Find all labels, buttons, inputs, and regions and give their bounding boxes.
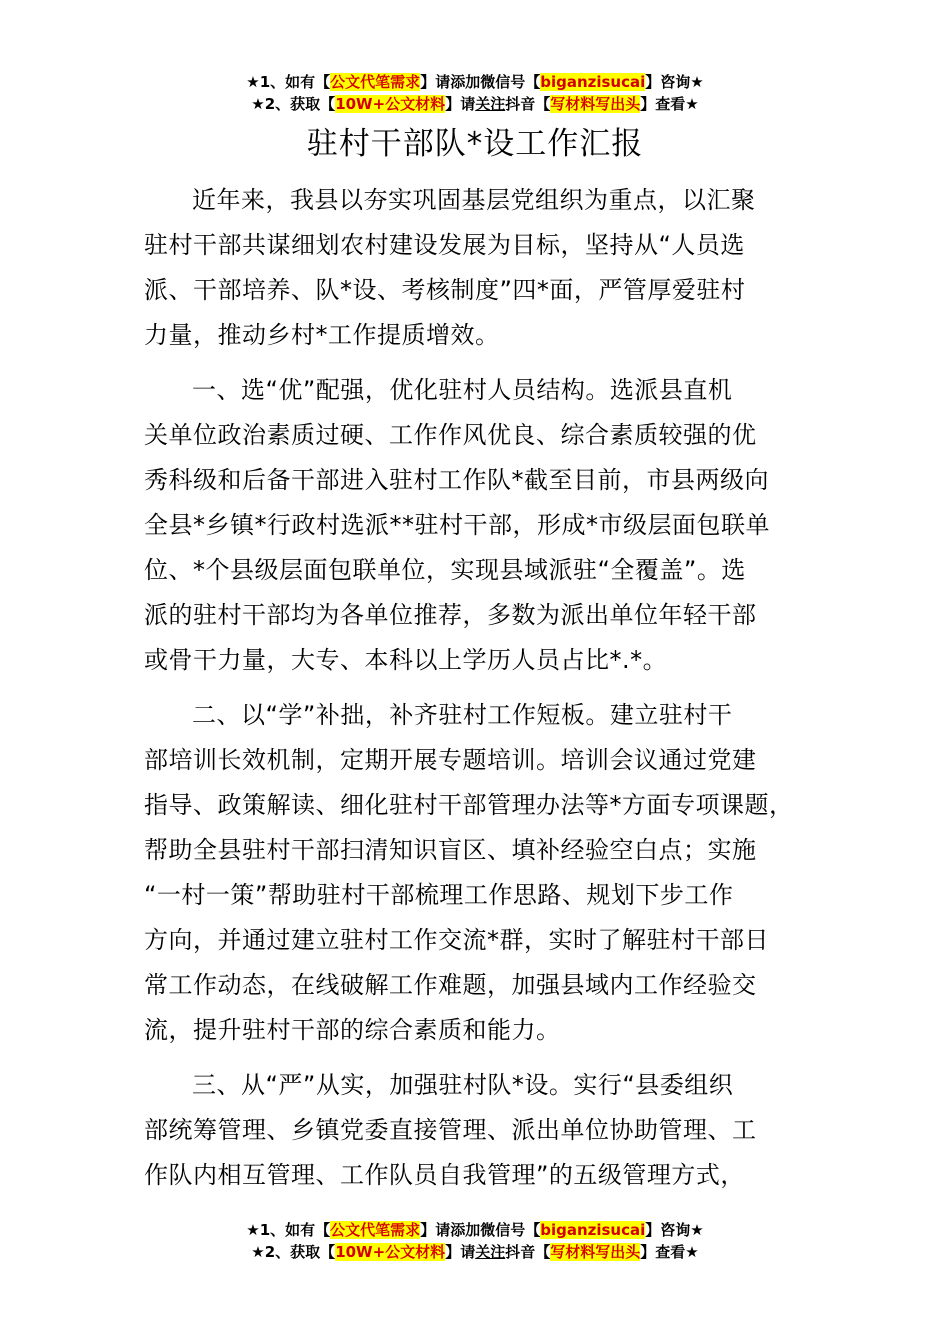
follow-text: 关注 [475, 1243, 506, 1261]
footer-banner [0, 1219, 950, 1263]
follow-text: 关注 [475, 95, 506, 113]
text-line: 作队内相互管理、工作队员自我管理”的五级管理方式， [144, 1161, 745, 1189]
highlight-douyin: 写材料写出头 [550, 1243, 641, 1261]
text-line: 驻村干部共谋细划农村建设发展为目标，坚持从“人员选 [144, 231, 745, 259]
highlight-wechat-id: biganzisucai [540, 73, 646, 91]
text-line: 位、*个县级层面包联单位，实现县域派驻“全覆盖”。选 [144, 556, 746, 584]
banner-line-1: ★1、如有【公文代笔需求】请添加微信号【biganzisucai】咨询★ [246, 73, 704, 91]
text-line: 三、从“严”从实，加强驻村队*设。实行“县委组织 [192, 1071, 734, 1099]
text-line: 秀科级和后备干部进入驻村工作队*截至目前，市县两级向 [144, 466, 769, 494]
banner-line-2: ★2、获取【10W+公文材料】请关注抖音【写材料写出头】查看★ [251, 1243, 699, 1261]
text-line: 或骨干力量，大专、本科以上学历人员占比*.*。 [144, 646, 668, 674]
paragraph-section-3 [144, 1063, 808, 1198]
text-line: 近年来，我县以夯实巩固基层党组织为重点，以汇聚 [192, 186, 756, 214]
text-line: 部培训长效机制，定期开展专题培训。培训会议通过党建 [144, 746, 757, 774]
text-line: 二、以“学”补拙，补齐驻村工作短板。建立驻村干 [192, 701, 733, 729]
highlight-ghostwriting: 公文代笔需求 [330, 73, 421, 91]
text-line: 派的驻村干部均为各单位推荐，多数为派出单位年轻干部 [144, 601, 757, 629]
text-line: 派、干部培养、队*设、考核制度”四*面，严管厚爱驻村 [144, 276, 746, 304]
text-line: 部统筹管理、乡镇党委直接管理、派出单位协助管理、工 [144, 1116, 757, 1144]
text-line: 流，提升驻村干部的综合素质和能力。 [144, 1016, 561, 1044]
text-line: 关单位政治素质过硬、工作作风优良、综合素质较强的优 [144, 421, 757, 449]
text-line: 力量，推动乡村*工作提质增效。 [144, 321, 500, 349]
document-title: 驻村干部队*设工作汇报 [306, 126, 644, 162]
text-line: 方向，并通过建立驻村工作交流*群，实时了解驻村干部日 [144, 926, 769, 954]
highlight-materials: 10W+公文材料 [335, 95, 446, 113]
highlight-ghostwriting: 公文代笔需求 [330, 1221, 421, 1239]
banner-line-2: ★2、获取【10W+公文材料】请关注抖音【写材料写出头】查看★ [251, 95, 699, 113]
banner-line-1: ★1、如有【公文代笔需求】请添加微信号【biganzisucai】咨询★ [246, 1221, 704, 1239]
paragraph-intro [144, 178, 808, 358]
document-body [144, 178, 808, 1208]
highlight-materials: 10W+公文材料 [335, 1243, 446, 1261]
highlight-wechat-id: biganzisucai [540, 1221, 646, 1239]
text-line: “一村一策”帮助驻村干部梳理工作思路、规划下步工作 [144, 881, 734, 909]
text-line: 帮助全县驻村干部扫清知识盲区、填补经验空白点；实施 [144, 836, 757, 864]
text-line: 常工作动态，在线破解工作难题，加强县域内工作经验交 [144, 971, 757, 999]
paragraph-section-2 [144, 693, 808, 1053]
text-line: 一、选“优”配强，优化驻村人员结构。选派县直机 [192, 376, 733, 404]
text-line: 指导、政策解读、细化驻村干部管理办法等*方面专项课题， [144, 791, 794, 819]
header-banner [0, 71, 950, 115]
text-line: 全县*乡镇*行政村选派**驻村干部，形成*市级层面包联单 [144, 511, 770, 539]
highlight-douyin: 写材料写出头 [550, 95, 641, 113]
paragraph-section-1 [144, 368, 808, 683]
